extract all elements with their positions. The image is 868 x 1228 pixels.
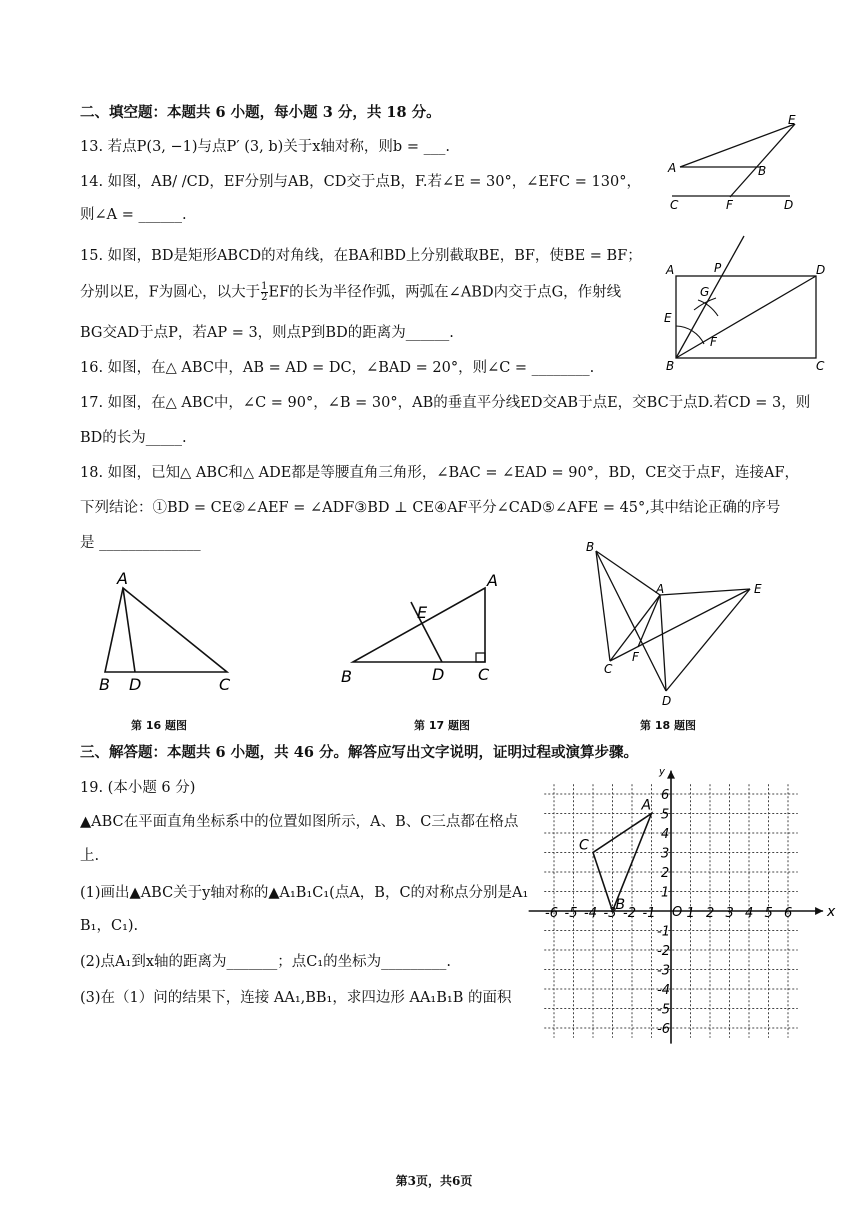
y-tick-label: 1 (661, 885, 670, 901)
x-tick-label: 4 (745, 906, 754, 921)
question-16: 16. 如图，在△ ABC中，AB = AD = DC，∠BAD = 20°，则∠C = ________. (80, 360, 595, 376)
point-label-B: B (615, 897, 626, 913)
fig17-label-B: B (341, 667, 352, 686)
x-tick-label: 2 (706, 906, 715, 921)
fig18-label-C: C (604, 662, 613, 676)
question-15-line3: BG交AD于点P，若AP = 3，则点P到BD的距离为______. (80, 325, 454, 341)
x-axis-arrow (815, 907, 823, 915)
point-label-A: A (641, 797, 652, 814)
y-tick-label: -6 (657, 1022, 670, 1037)
figure-14 (660, 112, 810, 212)
figure-18-caption: 第 18 题图 (640, 719, 696, 732)
figure-16-caption: 第 16 题图 (131, 719, 187, 732)
half-fraction: $\frac{1}{2}$ (261, 281, 268, 303)
question-14-line2: 则∠A = ______. (80, 207, 187, 223)
fig17-label-C: C (478, 665, 490, 684)
x-tick-label: -2 (623, 906, 636, 921)
page-footer: 第3页，共6页 (395, 1174, 473, 1188)
fig16-label-A: A (117, 569, 128, 588)
question-14-line1: 14. 如图，AB/ /CD，EF分别与AB，CD交于点B，F.若∠E = 30°，∠EFC = 130°， (80, 174, 641, 190)
figure-17 (335, 570, 505, 695)
x-tick-label: -4 (584, 906, 597, 921)
fig14-label-E: E (788, 113, 796, 127)
y-axis-label: y (659, 766, 665, 778)
fig15-label-D: D (816, 263, 826, 277)
y-tick-label: 4 (661, 827, 670, 842)
figure-16 (95, 570, 245, 695)
y-tick-label: 2 (661, 866, 670, 881)
fig15-label-B: B (666, 359, 675, 373)
point-label-C: C (579, 837, 589, 854)
fig15-label-C: C (816, 359, 825, 373)
fig17-label-D: D (432, 665, 445, 684)
question-19-intro-line2: 上. (80, 848, 100, 864)
fig14-label-F: F (726, 198, 733, 212)
question-13: 13. 若点P(3, −1)与点P′ (3, b)关于x轴对称，则b = ___. (80, 139, 450, 155)
y-tick-label: -5 (657, 1002, 670, 1018)
y-tick-label: 3 (661, 846, 670, 862)
fig15-label-A: A (666, 263, 675, 277)
question-18-line2: 下列结论：①BD = CE②∠AEF = ∠ADF③BD ⊥ CE④AF平分∠CAD⑤∠AFE = 45°,其中结论正确的序号 (80, 500, 781, 516)
fig18-label-B: B (586, 540, 595, 554)
fig15-label-E: E (664, 311, 672, 325)
fig15-label-F: F (710, 335, 717, 349)
x-tick-label: 3 (725, 906, 734, 921)
coordinate-grid (545, 766, 836, 1040)
fig14-label-D: D (784, 198, 794, 212)
x-tick-label: -3 (603, 906, 617, 921)
y-tick-label: -4 (657, 983, 670, 998)
x-tick-label: -5 (564, 906, 578, 921)
question-19-title: 19. (本小题 6 分) (80, 780, 196, 796)
x-tick-label: -1 (642, 906, 656, 921)
section-heading-fill-in: 二、填空题：本题共 6 小题，每小题 3 分，共 18 分。 (80, 104, 441, 121)
fig15-label-G: G (700, 285, 710, 299)
x-tick-label: 5 (764, 906, 773, 921)
question-17-line2: BD的长为_____. (80, 430, 187, 446)
question-19-part1-line1: (1)画出▲ABC关于y轴对称的▲A₁B₁C₁(点A，B，C的对称点分别是A₁ (80, 885, 529, 901)
section-heading-answers: 三、解答题：本题共 6 小题，共 46 分。解答应写出文字说明，证明过程或演算步骤。 (80, 744, 638, 761)
figure-17-caption: 第 17 题图 (414, 719, 470, 732)
fig14-label-C: C (670, 198, 679, 212)
fig17-label-E: E (417, 603, 428, 622)
y-tick-label: -2 (657, 944, 670, 959)
question-18-line3: 是 ______________ (80, 535, 201, 551)
question-15-line2 (80, 282, 621, 303)
fig18-label-F: F (632, 650, 639, 664)
question-15-line2-b: EF的长为半径作弧，两弧在∠ABD内交于点G，作射线 (268, 284, 622, 301)
x-tick-label: 1 (686, 906, 695, 921)
fig18-label-E: E (754, 582, 762, 596)
x-axis-label: x (827, 904, 836, 920)
y-axis-arrow (667, 771, 675, 779)
fig14-label-A: A (668, 161, 677, 175)
x-tick-label: -6 (545, 906, 558, 921)
question-19-part2: (2)点A₁到x轴的距离为_______；点C₁的坐标为_________. (80, 954, 452, 970)
question-15-line2-a: 分别以E，F为圆心，以大于 (80, 284, 261, 301)
y-tick-label: -3 (657, 963, 670, 979)
y-tick-label: 6 (661, 788, 670, 803)
y-tick-label: -1 (657, 924, 670, 940)
figure-18 (580, 535, 780, 710)
question-15-line1: 15. 如图，BD是矩形ABCD的对角线，在BA和BD上分别截取BE，BF，使BE = BF； (80, 248, 642, 264)
question-17-line1: 17. 如图，在△ ABC中，∠C = 90°，∠B = 30°，AB的垂直平分线ED交AB于点E，交BC于点D.若CD = 3，则 (80, 395, 811, 411)
y-tick-label: 5 (661, 807, 670, 823)
figure-15 (660, 232, 840, 372)
question-19-part3: (3)在（1）问的结果下，连接 AA₁,BB₁，求四边形 AA₁B₁B 的面积 (80, 990, 512, 1006)
question-19-part1-line2: B₁，C₁). (80, 918, 139, 934)
question-18-line1: 18. 如图，已知△ ABC和△ ADE都是等腰直角三角形，∠BAC = ∠EAD = 90°，BD，CE交于点F，连接AF， (80, 465, 800, 481)
x-tick-label: 6 (784, 906, 793, 921)
origin-label: O (672, 905, 683, 920)
fig15-label-P: P (714, 261, 722, 275)
fig18-label-D: D (662, 694, 672, 708)
fig18-label-A: A (656, 582, 665, 596)
fig17-label-A: A (487, 571, 498, 590)
fig16-label-D: D (129, 675, 142, 694)
fig14-label-B: B (758, 164, 767, 178)
fig16-label-C: C (219, 675, 231, 694)
fig16-label-B: B (99, 675, 110, 694)
question-19-intro-line1: ▲ABC在平面直角坐标系中的位置如图所示，A、B、C三点都在格点 (80, 814, 519, 830)
